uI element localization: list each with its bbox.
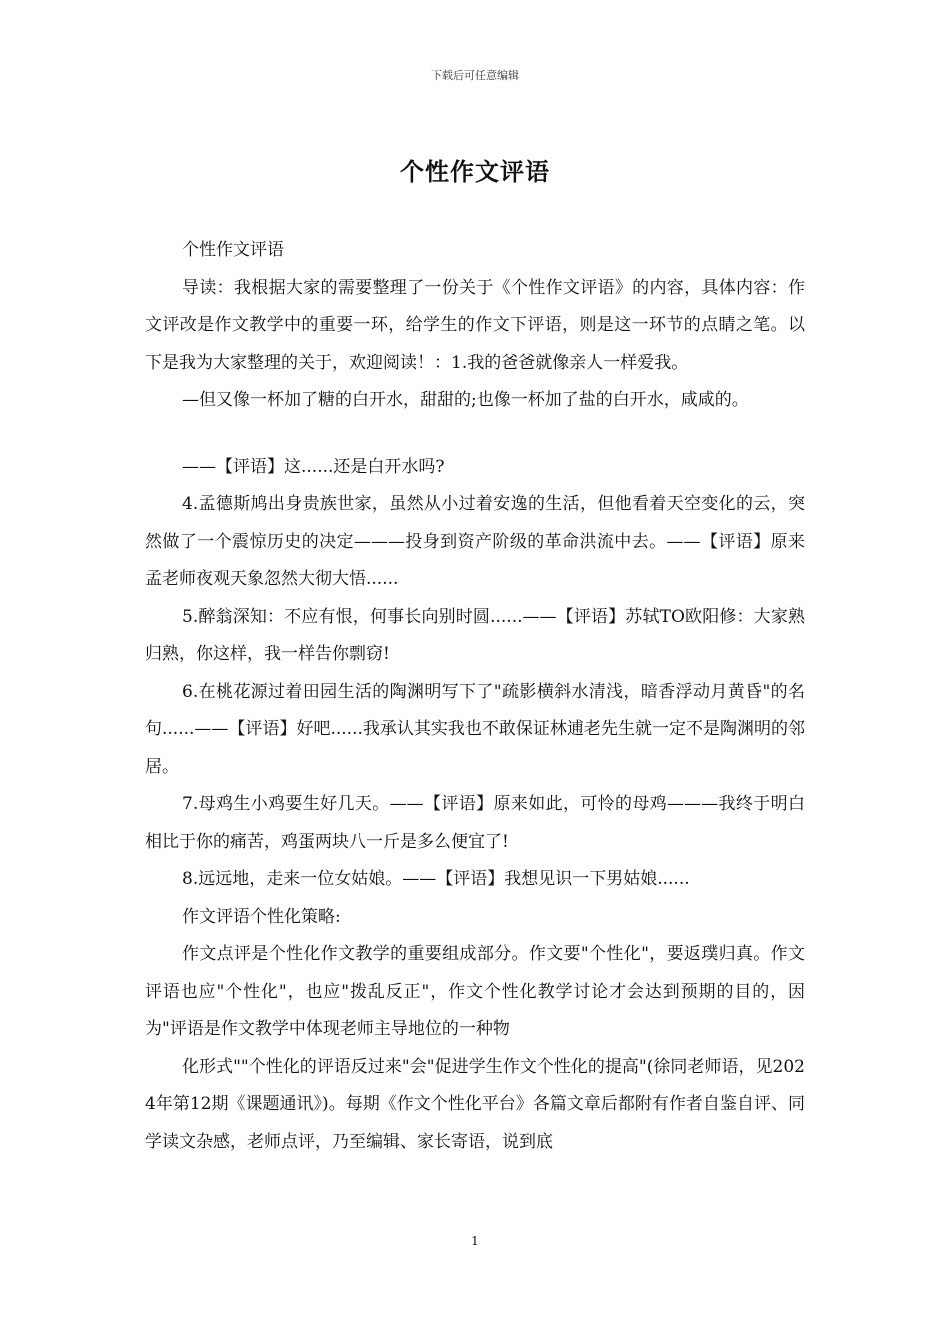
paragraph-item-4: 4.孟德斯鸠出身贵族世家，虽然从小过着安逸的生活，但他看着天空变化的云，突然做了一个震惊历史的决定———投身到资产阶级的革命洪流中去。——【评语】原来孟老师夜观天象忽然大彻大悟...... xyxy=(145,494,805,589)
document-title: 个性作文评语 xyxy=(400,157,550,186)
paragraph-item-7: 7.母鸡生小鸡要生好几天。——【评语】原来如此，可怜的母鸡———我终于明白相比于你的痛苦，鸡蛋两块八一斤是多么便宜了! xyxy=(145,794,805,852)
paragraph-subtitle: 个性作文评语 xyxy=(182,240,284,260)
paragraph-intro: 导读：我根据大家的需要整理了一份关于《个性作文评语》的内容，具体内容：作文评改是作文教学中的重要一环，给学生的作文下评语，则是这一环节的点睛之笔。以下是我为大家整理的关于，欢迎阅读！：1.我的爸爸就像亲人一样爱我。 xyxy=(145,277,805,373)
paragraph-strategy-body: 作文点评是个性化作文教学的重要组成部分。作文要"个性化"，要返璞归真。作文评语也应"个性化"，也应"拨乱反正"，作文个性化教学讨论才会达到预期的目的，因为"评语是作文教学中体现老师主导地位的一种物 xyxy=(145,944,805,1039)
paragraph-strategy-continued: 化形式""个性化的评语反过来"会"促进学生作文个性化的提高"(徐同老师语，见2024年第12期《课题通讯》)。每期《作文个性化平台》各篇文章后都附有作者自鉴自评、同学读文杂感，老师点评，乃至编辑、家长寄语，说到底 xyxy=(145,1056,805,1152)
paragraph-item-8: 8.远远地，走来一位女姑娘。——【评语】我想见识一下男姑娘...... xyxy=(182,869,690,889)
paragraph-gap xyxy=(145,420,805,449)
paragraph-item-5: 5.醉翁深知：不应有恨，何事长向别时圆......——【评语】苏轼TO欧阳修：大家熟归熟，你这样，我一样告你剽窃! xyxy=(145,606,805,664)
paragraph-comment-water: ——【评语】这......还是白开水吗? xyxy=(182,456,445,477)
paragraph-strategy-heading: 作文评语个性化策略: xyxy=(182,906,341,927)
page-number: 1 xyxy=(471,1234,479,1248)
document-body xyxy=(145,232,805,1161)
paragraph-water: —但又像一杯加了糖的白开水，甜甜的;也像一杯加了盐的白开水，咸咸的。 xyxy=(182,390,749,410)
paragraph-item-6: 6.在桃花源过着田园生活的陶渊明写下了"疏影横斜水清浅，暗香浮动月黄昏"的名句......——【评语】好吧......我承认其实我也不敢保证林逋老先生就一定不是陶渊明的邻居。 xyxy=(145,681,805,777)
header-note: 下载后可任意编辑 xyxy=(431,69,519,82)
